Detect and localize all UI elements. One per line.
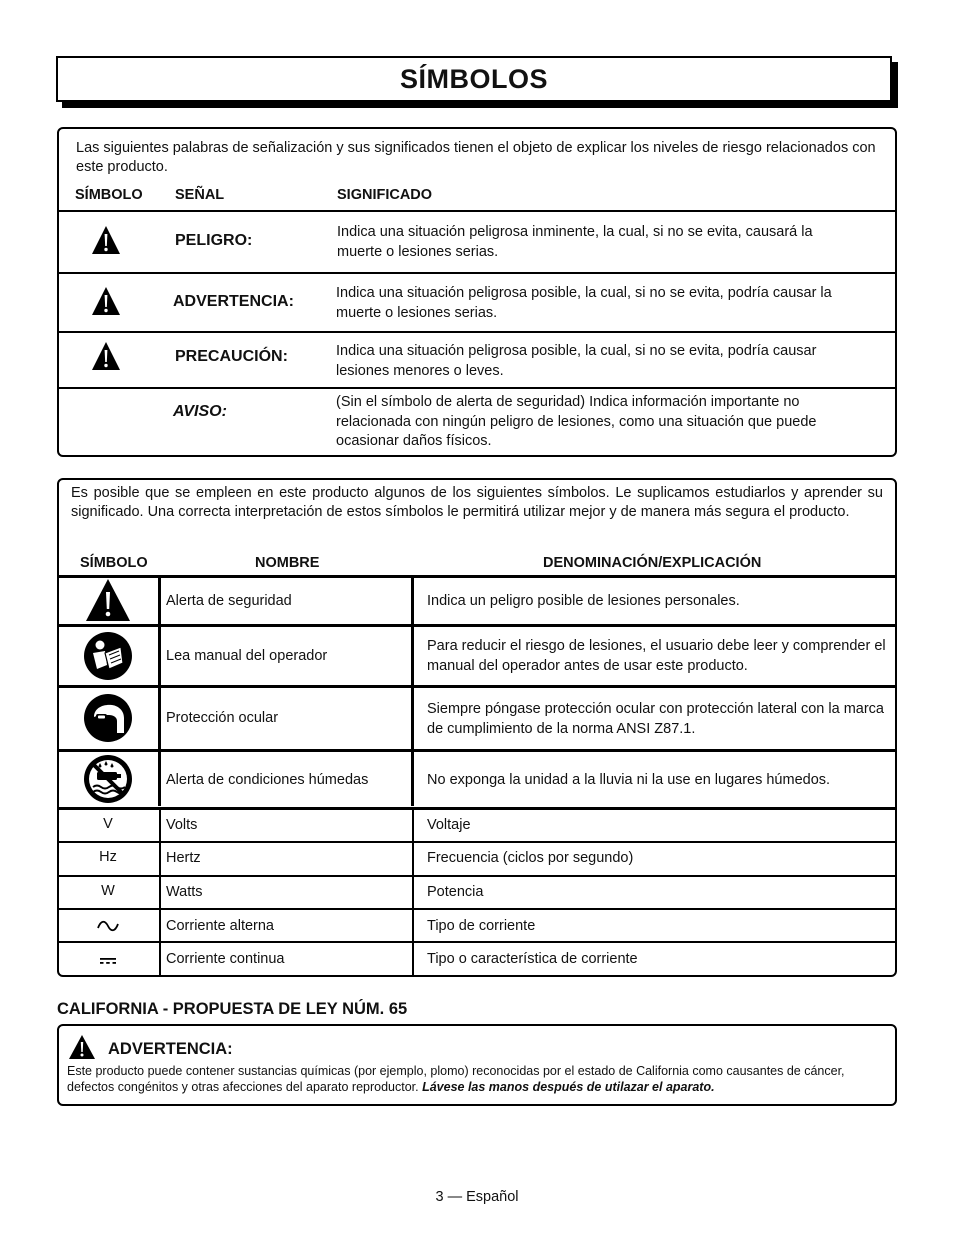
direct-current-icon: [100, 957, 116, 965]
watts-symbol: W: [101, 883, 115, 899]
warning-triangle-icon: [91, 341, 121, 371]
symbol-name: Alerta de condiciones húmedas: [166, 772, 369, 788]
col-divider: [159, 808, 161, 976]
col-header-name: NOMBRE: [255, 555, 320, 571]
wet-conditions-icon: [83, 754, 133, 804]
meaning-precaucion: Indica una situación peligrosa posible, la cual, si no se evita, podría causar lesiones menores o leves.: [336, 343, 817, 379]
signal-precaucion: PRECAUCIÓN:: [175, 348, 288, 365]
row-divider: [57, 908, 897, 910]
row-divider: [57, 941, 897, 943]
row-divider: [57, 272, 897, 274]
col-header-meaning: SIGNIFICADO: [337, 187, 433, 203]
california-warning-label: ADVERTENCIA:: [108, 1040, 233, 1058]
col-header-description: DENOMINACIÓN/EXPLICACIÓN: [543, 555, 762, 571]
symbol-name: Corriente continua: [166, 951, 285, 967]
symbol-description: Frecuencia (ciclos por segundo): [427, 850, 634, 866]
symbol-description: No exponga la unidad a la lluvia ni la use en lugares húmedos.: [427, 772, 831, 788]
row-divider: [57, 841, 897, 843]
row-divider: [57, 875, 897, 877]
alternating-current-icon: [97, 919, 119, 933]
symbol-name: Alerta de seguridad: [166, 593, 292, 609]
page-title: SÍMBOLOS: [56, 56, 892, 102]
symbol-name: Lea manual del operador: [166, 648, 328, 664]
volts-symbol: V: [103, 816, 113, 832]
california-heading: CALIFORNIA - PROPUESTA DE LEY NÚM. 65: [57, 1000, 408, 1018]
symbol-description: Para reducir el riesgo de lesiones, el usuario debe leer y comprender el manual del operador antes de usar este producto.: [427, 638, 886, 674]
california-text: Este producto puede contener sustancias químicas (por ejemplo, plomo) reconocidas por el estado de California como causantes de cáncer, defectos congénitos y otras afecciones del aparato reproductor.: [67, 1064, 845, 1094]
meaning-peligro: Indica una situación peligrosa inminente, la cual, si no se evita, causará la muerte o lesiones serias.: [337, 224, 813, 260]
warning-triangle-icon: [91, 286, 121, 316]
california-warning-text: [67, 1063, 889, 1095]
col-header-signal: SEÑAL: [175, 187, 225, 203]
row-divider: [57, 575, 897, 578]
symbol-name: Hertz: [166, 850, 201, 866]
row-divider: [57, 210, 897, 212]
col-divider: [412, 808, 414, 976]
symbol-description: Voltaje: [427, 817, 471, 833]
col-divider: [411, 576, 414, 806]
meaning-advertencia: Indica una situación peligrosa posible, la cual, si no se evita, podría causar la muerte o lesiones serias.: [336, 285, 832, 321]
col-header-symbol: SÍMBOLO: [80, 555, 148, 571]
row-divider: [57, 624, 897, 627]
hertz-symbol: Hz: [99, 849, 117, 865]
signal-panel-intro: Las siguientes palabras de señalización y sus significados tienen el objeto de explicar los niveles de riesgo relacionados con este producto.: [76, 140, 876, 175]
symbol-name: Volts: [166, 817, 198, 833]
signal-peligro: PELIGRO:: [175, 232, 253, 249]
symbol-description: Tipo de corriente: [427, 918, 536, 934]
symbol-description: Tipo o característica de corriente: [427, 951, 638, 967]
symbol-description: Indica un peligro posible de lesiones personales.: [427, 593, 740, 609]
read-manual-icon: [83, 631, 133, 681]
warning-triangle-icon: [91, 225, 121, 255]
symbol-description: Siempre póngase protección ocular con protección lateral con la marca de cumplimiento de la norma ANSI Z87.1.: [427, 701, 884, 737]
page-footer: 3 — Español: [435, 1189, 519, 1205]
symbol-description: Potencia: [427, 884, 484, 900]
warning-triangle-icon: [68, 1034, 96, 1060]
row-divider: [57, 387, 897, 389]
col-header-symbol: SÍMBOLO: [75, 187, 143, 203]
row-divider: [57, 331, 897, 333]
row-divider: [57, 807, 897, 810]
symbol-name: Protección ocular: [166, 710, 279, 726]
col-divider: [158, 576, 161, 806]
row-divider: [57, 749, 897, 752]
eye-protection-icon: [83, 693, 133, 743]
meaning-aviso: (Sin el símbolo de alerta de seguridad) Indica información importante no relacionada con ningún peligro de lesiones, como una situación que puede ocasionar daños físicos.: [336, 394, 817, 449]
california-emphasis: Lávese las manos después de utilazar el aparato.: [422, 1080, 715, 1094]
symbol-name: Corriente alterna: [166, 918, 274, 934]
row-divider: [57, 685, 897, 688]
signal-aviso: AVISO:: [173, 403, 227, 420]
warning-triangle-icon: [85, 578, 131, 622]
signal-advertencia: ADVERTENCIA:: [173, 293, 294, 310]
symbol-name: Watts: [166, 884, 203, 900]
symbols-panel-intro: Es posible que se empleen en este producto algunos de los siguientes símbolos. Le suplicamos estudiarlos y aprender su significado. Una correcta interpretación de estos símbolos le permitirá utilizar mejor y de manera más segura el producto.: [71, 485, 883, 520]
